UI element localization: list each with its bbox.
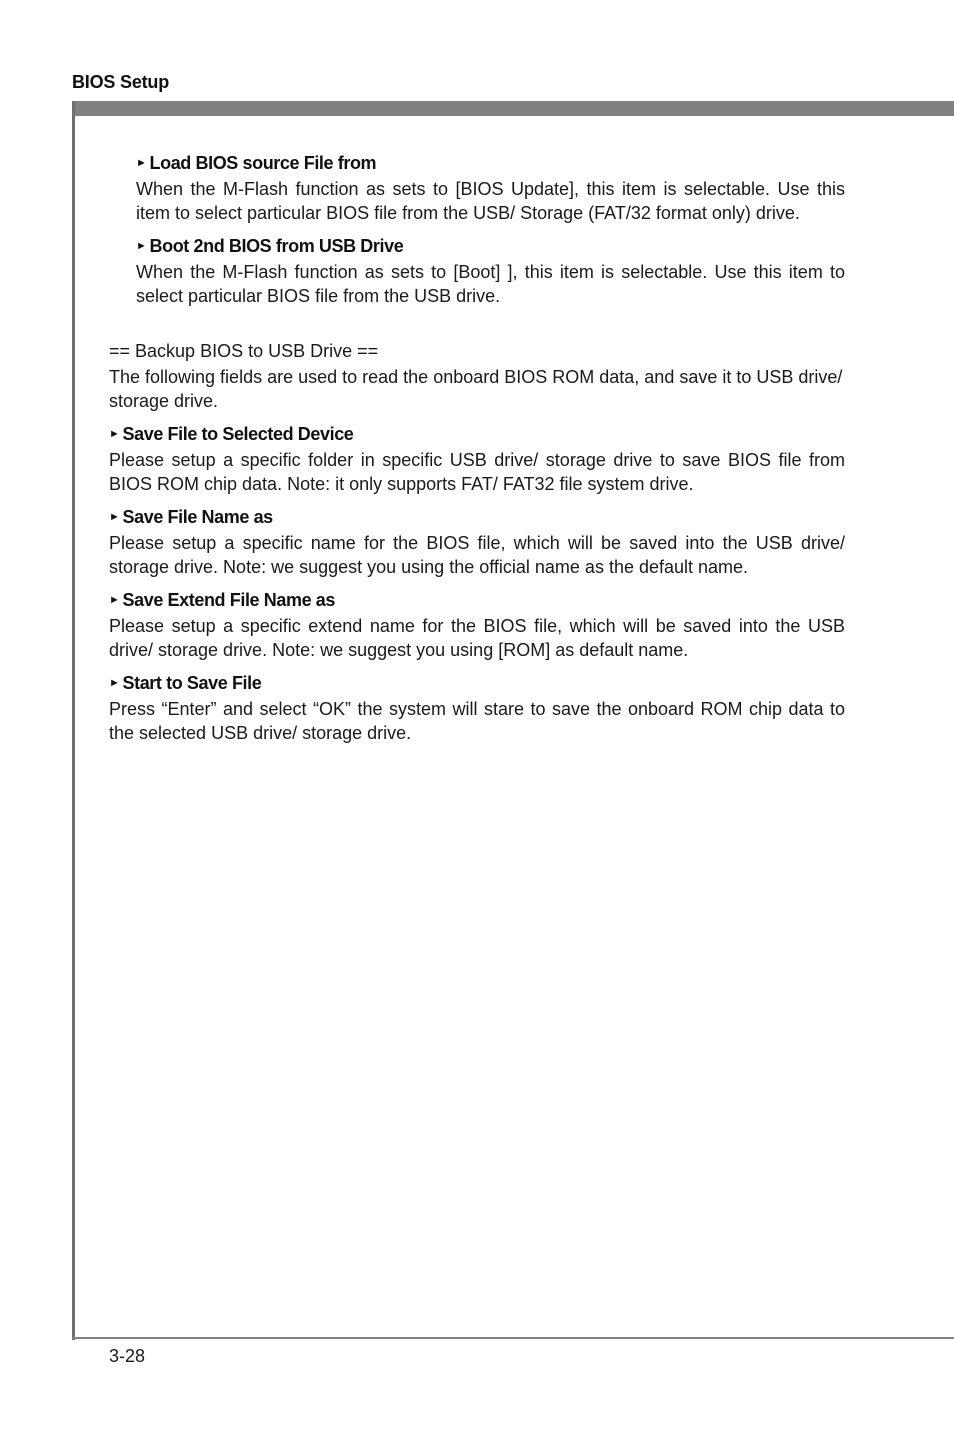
item-heading-text: Load BIOS source File from	[149, 153, 377, 173]
triangle-right-icon: ►	[109, 677, 120, 689]
triangle-right-icon: ►	[136, 157, 147, 169]
item-description: Please setup a specific folder in specific USB drive/ storage drive to save BIOS file from BIOS ROM chip data. Note: it only supports FAT/ FAT32 file system drive.	[109, 450, 845, 494]
item-heading	[136, 235, 845, 257]
item-description: Please setup a specific name for the BIOS file, which will be saved into the USB drive/ storage drive. Note: we suggest you using the official name as the default name.	[109, 533, 845, 577]
item-heading	[109, 672, 845, 694]
item-heading-text: Save Extend File Name as	[122, 590, 336, 610]
item-description: Press “Enter” and select “OK” the system will stare to save the onboard ROM chip data to the selected USB drive/ storage drive.	[109, 699, 845, 743]
left-margin-rule	[72, 101, 75, 1340]
section-item	[109, 589, 845, 662]
item-heading	[109, 589, 845, 611]
triangle-right-icon: ►	[136, 240, 147, 252]
item-heading-text: Boot 2nd BIOS from USB Drive	[149, 236, 404, 256]
item-heading-text: Save File to Selected Device	[122, 424, 354, 444]
page-content	[109, 152, 845, 755]
sub-item	[136, 235, 845, 308]
page-number: 3-28	[109, 1346, 146, 1366]
section-item	[109, 672, 845, 745]
item-heading	[136, 152, 845, 174]
section-intro: The following fields are used to read the onboard BIOS ROM data, and save it to USB drive/ storage drive.	[109, 367, 843, 411]
page-header-title: BIOS Setup	[72, 72, 170, 92]
sub-item	[136, 152, 845, 225]
section-spacer	[109, 318, 845, 340]
footer-rule	[72, 1337, 954, 1339]
item-heading	[109, 506, 845, 528]
section-item	[109, 423, 845, 496]
triangle-right-icon: ►	[109, 511, 120, 523]
item-description: Please setup a specific extend name for the BIOS file, which will be saved into the USB drive/ storage drive. Note: we suggest you using [ROM] as default name.	[109, 616, 845, 660]
item-description: When the M-Flash function as sets to [Boot] ], this item is selectable. Use this item to select particular BIOS file from the USB drive.	[136, 262, 845, 306]
section-title: == Backup BIOS to USB Drive ==	[109, 341, 379, 361]
item-heading-text: Save File Name as	[122, 507, 273, 527]
section-item	[109, 506, 845, 579]
header-bar	[72, 101, 954, 116]
section-item-list	[109, 423, 845, 745]
triangle-right-icon: ►	[109, 594, 120, 606]
item-heading-text: Start to Save File	[122, 673, 262, 693]
item-description: When the M-Flash function as sets to [BIOS Update], this item is selectable. Use this item to select particular BIOS file from the USB/ Storage (FAT/32 format only) drive.	[136, 179, 845, 223]
item-heading	[109, 423, 845, 445]
sub-item-list	[109, 152, 845, 308]
triangle-right-icon: ►	[109, 428, 120, 440]
